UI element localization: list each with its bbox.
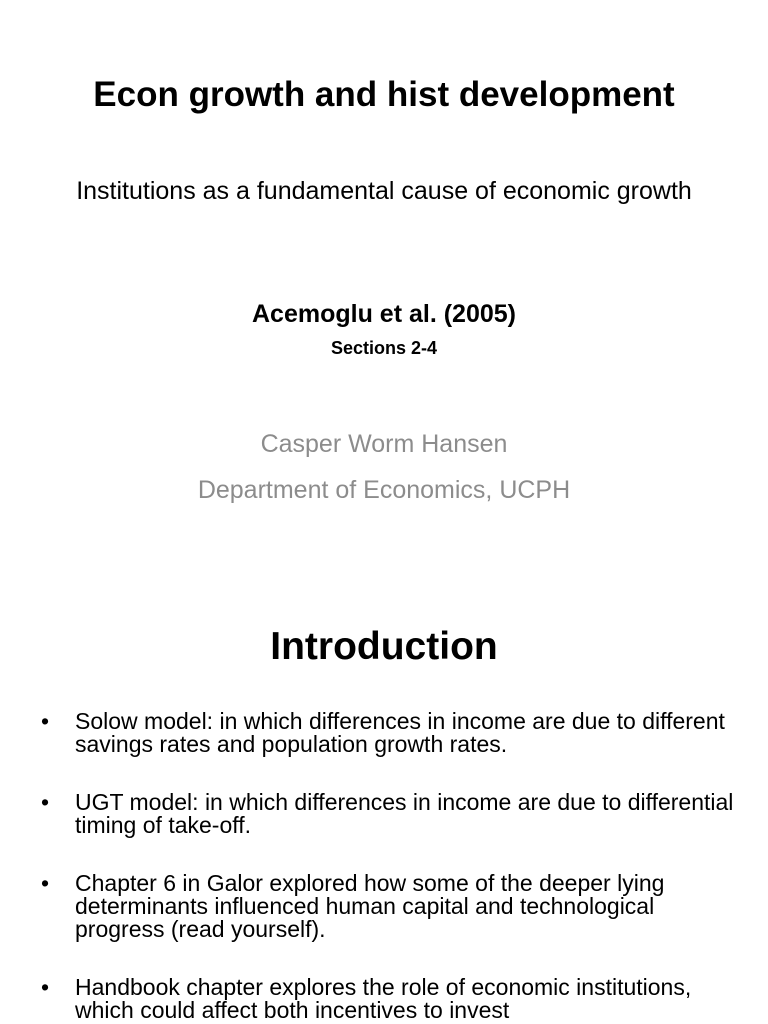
- author-name: Casper Worm Hansen: [260, 430, 508, 458]
- slide-subtitle: Institutions as a fundamental cause of economic growth: [76, 177, 692, 205]
- bullet-item: [0, 710, 768, 756]
- bullet-icon: •: [41, 708, 50, 734]
- bullet-text: Chapter 6 in Galor explored how some of the deeper lying determinants influenced human capital and technological progress (read yourself).: [75, 870, 665, 942]
- bullet-item: [0, 872, 768, 941]
- intro-title: Introduction: [270, 625, 498, 668]
- bullet-item: [0, 976, 768, 1022]
- bullet-list: [0, 710, 768, 1024]
- bullet-icon: •: [41, 789, 50, 815]
- bullet-icon: •: [41, 870, 50, 896]
- bullet-text: UGT model: in which differences in income are due to differential timing of take-off.: [75, 789, 734, 838]
- bullet-text: Handbook chapter explores the role of economic institutions, which could affect both incentives to invest: [75, 974, 692, 1023]
- slide-title: Econ growth and hist development: [93, 75, 675, 114]
- bullet-icon: •: [41, 974, 50, 1000]
- bullet-text: Solow model: in which differences in income are due to different savings rates and population growth rates.: [75, 708, 725, 757]
- department-name: Department of Economics, UCPH: [197, 476, 571, 504]
- reference: Acemoglu et al. (2005): [252, 300, 516, 328]
- bullet-item: [0, 791, 768, 837]
- introduction-slide: [0, 600, 768, 1024]
- sections-label: Sections 2-4: [330, 338, 438, 358]
